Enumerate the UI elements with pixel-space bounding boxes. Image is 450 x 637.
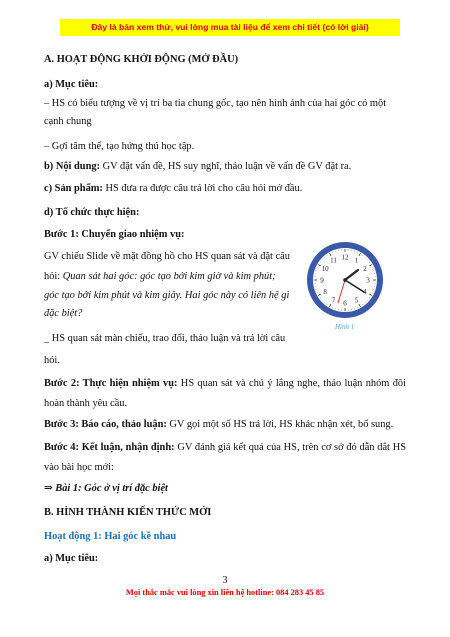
product-paragraph xyxy=(44,182,302,195)
content-label: b) Nội dung: xyxy=(44,161,101,172)
step2-text: HS quan sát và chú ý lắng nghe, thảo luận nhóm đôi hoàn thành yêu cầu. xyxy=(44,378,407,409)
step1-line-2-plain: hỏi: xyxy=(44,271,63,282)
objective-label-2: a) Mục tiêu: xyxy=(44,553,99,564)
content-text: GV đặt vấn đề, HS suy nghĩ, thảo luận về vấn đề GV đặt ra. xyxy=(100,161,352,172)
clock-number: 7 xyxy=(331,296,336,305)
clock-figure xyxy=(305,240,385,320)
preview-banner: Đây là bản xem thử, vui lòng mua tài liệu để xem chi tiết (có lời giải) xyxy=(60,19,400,36)
step1-line-3: góc tạo bởi kim phút và kim giây. Hai góc này có liên hệ gì xyxy=(44,290,290,301)
section-a-heading: A. HOẠT ĐỘNG KHỞI ĐỘNG (MỞ ĐẦU) xyxy=(44,54,239,65)
objective-line-1: – HS có biểu tượng về vị trí ba tia chung gốc, tạo nên hình ảnh của hai góc có một xyxy=(44,98,387,109)
clock-number: 1 xyxy=(354,256,359,265)
step4-text: GV đánh giá kết quả của HS, trên cơ sở đó dẫn dắt HS vào bài học mới: xyxy=(44,442,406,473)
content-paragraph xyxy=(44,160,351,173)
step3-paragraph xyxy=(44,418,393,431)
step4-label: Bước 4: Kết luận, nhận định: xyxy=(44,442,175,453)
step3-label: Bước 3: Báo cáo, thảo luận: xyxy=(44,419,167,430)
lesson-title: ⇒ Bài 1: Góc ở vị trí đặc biệt xyxy=(44,483,168,494)
clock-number: 5 xyxy=(354,296,359,305)
step2-label: Bước 2: Thực hiện nhiệm vụ: xyxy=(44,378,178,389)
organization-label: d) Tổ chức thực hiện: xyxy=(44,207,140,218)
step1-label: Bước 1: Chuyển giao nhiệm vụ: xyxy=(44,229,185,240)
step3-text: GV gọi một số HS trả lời, HS khác nhận xét, bổ sung. xyxy=(166,419,394,430)
step1-line-6: hỏi. xyxy=(44,355,60,366)
clock-number: 4 xyxy=(363,288,367,296)
clock-number: 9 xyxy=(320,276,324,285)
objective-line-1-cont: cạnh chung xyxy=(44,116,92,127)
clock-number: 8 xyxy=(323,288,327,296)
step1-line-5: _ HS quan sát màn chiếu, trao đổi, thảo luận và trả lời câu xyxy=(44,333,286,344)
clock-center xyxy=(343,278,347,282)
product-label: c) Sản phẩm: xyxy=(44,183,103,194)
page-number: 3 xyxy=(222,575,228,586)
hotline-footer: Mọi thắc mắc vui lòng xin liên hệ hotline: 084 283 45 85 xyxy=(125,588,325,597)
clock-number: 6 xyxy=(343,299,347,308)
clock-number: 12 xyxy=(341,253,349,262)
step1-line-4: đặc biệt? xyxy=(44,308,83,319)
step1-line-1: GV chiếu Slide về mặt đồng hồ cho HS quan sát và đặt câu xyxy=(44,251,290,262)
objective-label: a) Mục tiêu: xyxy=(44,79,99,90)
clock-svg xyxy=(305,240,385,320)
clock-number: 2 xyxy=(363,265,367,273)
objective-line-2: – Gợi tâm thế, tạo hứng thú học tập. xyxy=(44,141,195,152)
step2-paragraph xyxy=(44,374,406,414)
section-b-heading: B. HÌNH THÀNH KIẾN THỨC MỚI xyxy=(44,507,212,518)
clock-number: 3 xyxy=(366,276,370,285)
step4-paragraph xyxy=(44,438,406,478)
activity-1-heading: Hoạt động 1: Hai góc kề nhau xyxy=(44,531,177,542)
step1-question: Quan sát hai góc: góc tạo bởi kim giờ và kim phút; xyxy=(62,271,276,282)
product-text: HS đưa ra được câu trả lời cho câu hỏi mở đầu. xyxy=(102,183,303,194)
step1-line-2 xyxy=(44,270,276,283)
clock-number: 11 xyxy=(330,256,337,265)
clock-number: 10 xyxy=(321,265,329,273)
figure-caption: Hình 1 xyxy=(335,323,355,331)
